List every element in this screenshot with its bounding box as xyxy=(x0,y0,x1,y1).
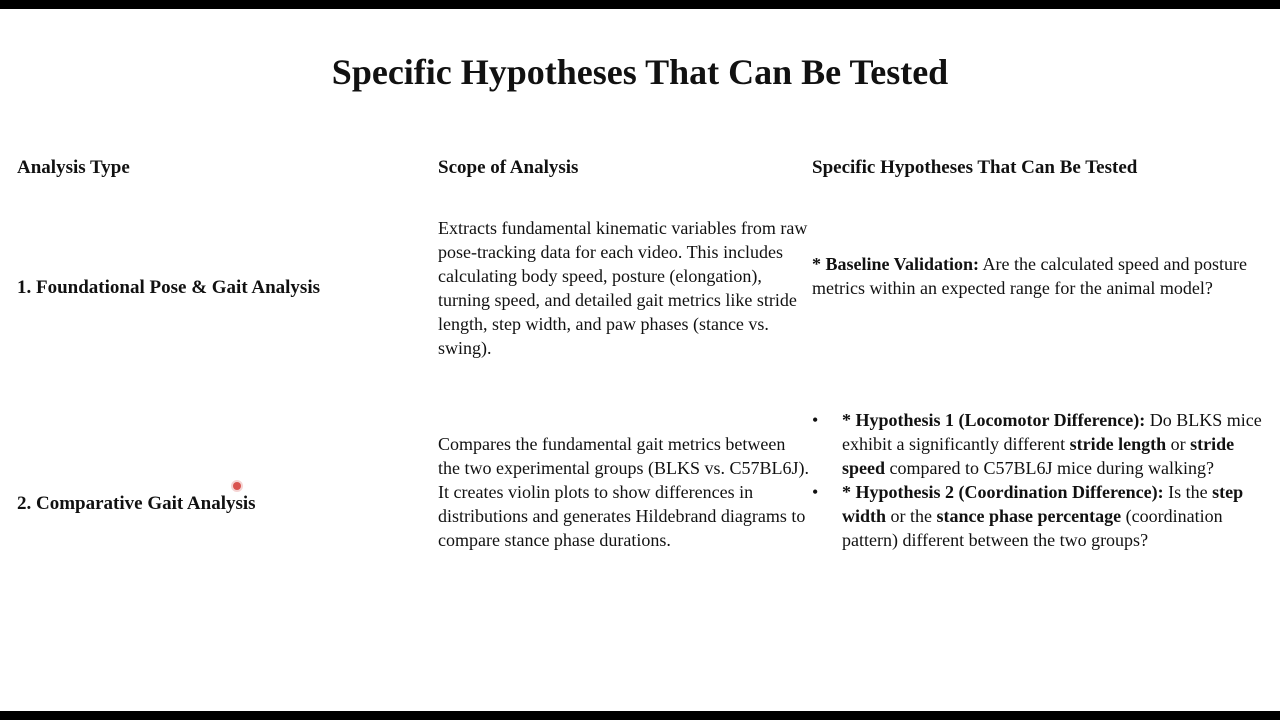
hypothesis-1-emphasis: stride speed xyxy=(842,434,1235,478)
mouse-cursor-indicator xyxy=(233,482,241,490)
list-item xyxy=(812,408,1272,480)
row-1-hypothesis-title: * Baseline Validation: xyxy=(812,254,980,274)
hypothesis-2-emphasis: stance phase percentage xyxy=(936,506,1122,526)
top-letterbox-bar xyxy=(0,0,1280,9)
column-header-analysis-type: Analysis Type xyxy=(17,157,130,178)
row-2-scope-text: Compares the fundamental gait metrics between the two experimental groups (BLKS vs. C57BL6J). It creates violin plots to show differences in distributions and generates Hildebrand diagrams to compare stance phase durations. xyxy=(438,434,809,550)
list-item xyxy=(812,480,1272,552)
hypothesis-1-text-part: or xyxy=(1166,434,1191,454)
bullet-icon: • xyxy=(812,410,819,430)
row-1-scope-text: Extracts fundamental kinematic variables from raw pose-tracking data for each video. This includes calculating body speed, posture (elongation), turning speed, and detailed gait metrics like stride length, step width, and paw phases (stance vs. swing). xyxy=(438,218,808,358)
bottom-letterbox-bar xyxy=(0,711,1280,720)
hypothesis-2-text-part: Is the xyxy=(1163,482,1213,502)
row-1-hypothesis-text: Are the calculated speed and posture metrics within an expected range for the animal model? xyxy=(812,254,1247,298)
bullet-icon: • xyxy=(812,482,819,502)
hypothesis-2-emphasis: step width xyxy=(842,482,1244,526)
row-1-hypothesis xyxy=(812,252,1268,300)
hypothesis-2-text-part: or the xyxy=(886,506,937,526)
row-2-analysis-type: 2. Comparative Gait Analysis xyxy=(17,493,256,514)
hypothesis-1-text-part: Do BLKS mice exhibit a significantly different xyxy=(842,410,1262,454)
row-2-hypothesis-list xyxy=(812,408,1272,552)
hypothesis-2-text-part: (coordination pattern) different between the two groups? xyxy=(842,506,1223,550)
hypothesis-1-text-part: compared to C57BL6J mice during walking? xyxy=(885,458,1214,478)
hypothesis-1-emphasis: stride length xyxy=(1069,434,1167,454)
slide-title: Specific Hypotheses That Can Be Tested xyxy=(331,52,949,92)
hypothesis-1-title: * Hypothesis 1 (Locomotor Difference): xyxy=(842,410,1146,430)
column-header-scope: Scope of Analysis xyxy=(438,157,579,178)
row-1-analysis-type: 1. Foundational Pose & Gait Analysis xyxy=(17,277,320,298)
hypothesis-2-title: * Hypothesis 2 (Coordination Difference): xyxy=(842,482,1164,502)
column-header-hypotheses: Specific Hypotheses That Can Be Tested xyxy=(812,157,1138,178)
